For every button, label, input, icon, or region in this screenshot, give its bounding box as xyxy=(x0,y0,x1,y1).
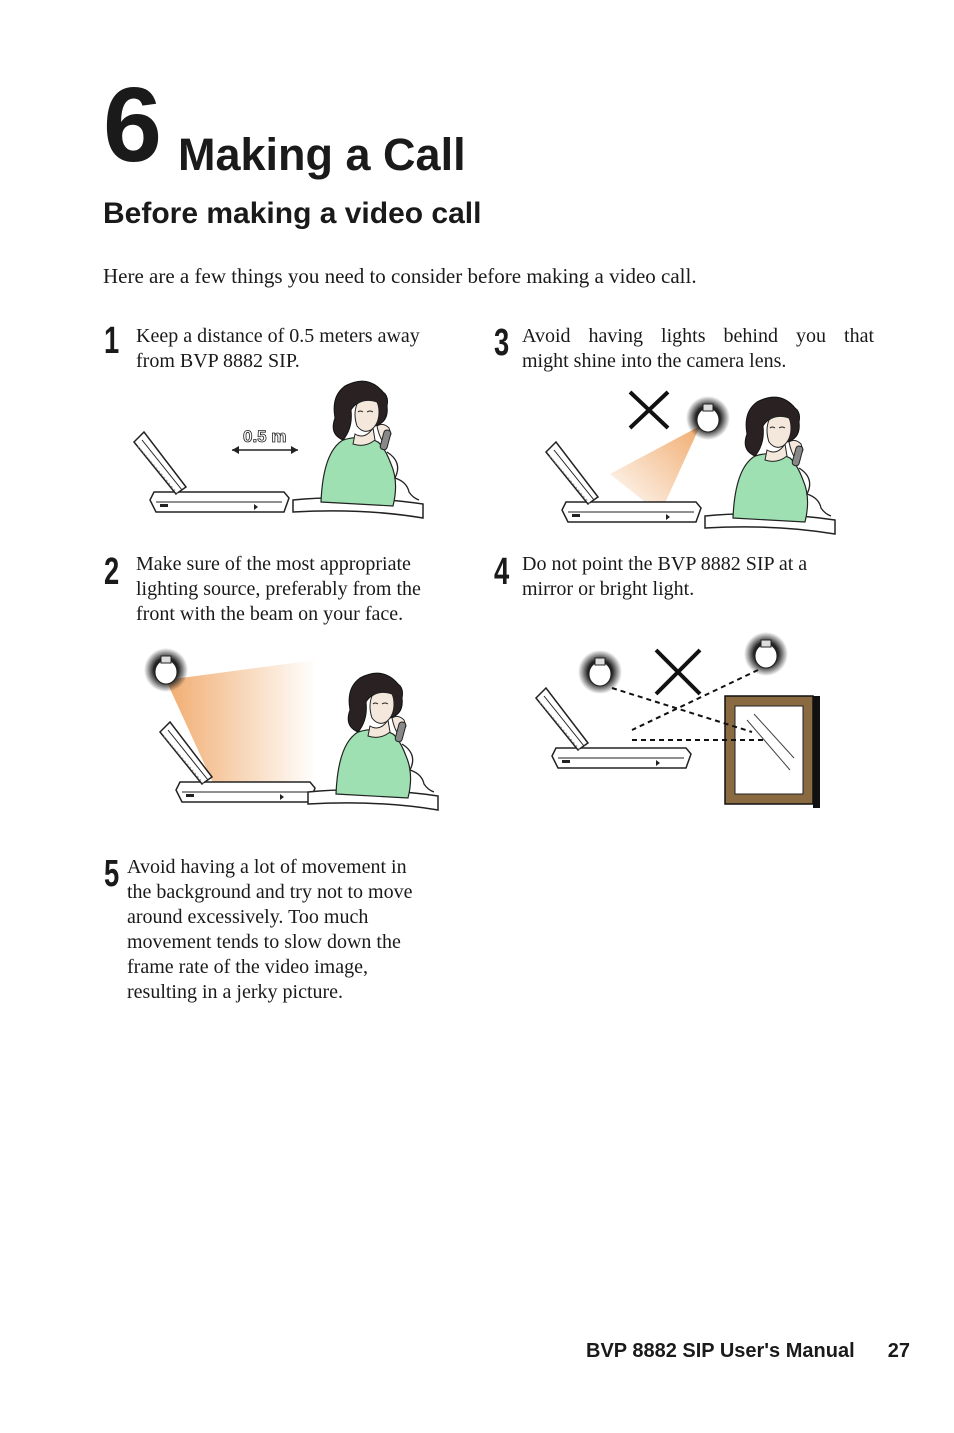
step-5-line: Avoid having a lot of movement in xyxy=(127,856,407,878)
step-3-text xyxy=(522,324,874,374)
step-2-line: Make sure of the most appropriate xyxy=(136,553,411,575)
step-3-number: 3 xyxy=(494,322,510,364)
woman-caller-icon xyxy=(293,381,423,518)
step-1-text xyxy=(136,324,466,374)
section-title: Before making a video call xyxy=(103,197,482,230)
intro-paragraph: Here are a few things you need to consider before making a video call. xyxy=(103,264,697,288)
step-1-number: 1 xyxy=(104,320,120,362)
step-5-line: resulting in a jerky picture. xyxy=(127,981,344,1003)
step-2-number: 2 xyxy=(104,551,120,593)
footer-manual-title: BVP 8882 SIP User's Manual xyxy=(586,1340,855,1362)
bulb-icon xyxy=(744,632,788,676)
footer xyxy=(586,1340,910,1363)
distance-label: 0.5 m xyxy=(243,427,287,446)
step-1-line: from BVP 8882 SIP. xyxy=(136,350,300,372)
step-3-line: Avoid having lights behind you that xyxy=(522,325,874,347)
page-number: 27 xyxy=(887,1340,910,1362)
chapter-number: 6 xyxy=(103,66,160,184)
step-5-number: 5 xyxy=(104,853,120,895)
bulb-icon xyxy=(686,396,730,440)
videophone-icon xyxy=(536,688,691,768)
step-4-line: mirror or bright light. xyxy=(522,578,695,600)
front-lighting-illustration xyxy=(136,640,416,824)
backlight-illustration xyxy=(540,384,802,544)
step-5-line: frame rate of the video image, xyxy=(127,956,368,978)
light-beam-icon xyxy=(610,426,700,514)
step-5-text xyxy=(127,855,467,1005)
step-2-line: lighting source, preferably from the xyxy=(136,578,421,600)
chapter-title: Making a Call xyxy=(178,129,466,180)
step-4-number: 4 xyxy=(494,551,510,593)
step-5-line: around excessively. Too much xyxy=(127,906,369,928)
step-4-line: Do not point the BVP 8882 SIP at a xyxy=(522,553,808,575)
woman-caller-icon xyxy=(308,673,438,810)
step-5-line: movement tends to slow down the xyxy=(127,931,401,953)
step-2-line: front with the beam on your face. xyxy=(136,603,404,625)
bulb-icon xyxy=(144,648,188,692)
cross-icon xyxy=(656,650,700,694)
mirror-illustration xyxy=(532,630,832,810)
step-5-line: the background and try not to move xyxy=(127,881,413,903)
cross-icon xyxy=(630,392,668,428)
distance-illustration xyxy=(128,382,390,522)
step-2-text xyxy=(136,552,466,627)
bulb-icon xyxy=(578,650,622,694)
step-4-text xyxy=(522,552,874,602)
step-1-line: Keep a distance of 0.5 meters away xyxy=(136,325,420,347)
step-3-line: might shine into the camera lens. xyxy=(522,350,787,372)
